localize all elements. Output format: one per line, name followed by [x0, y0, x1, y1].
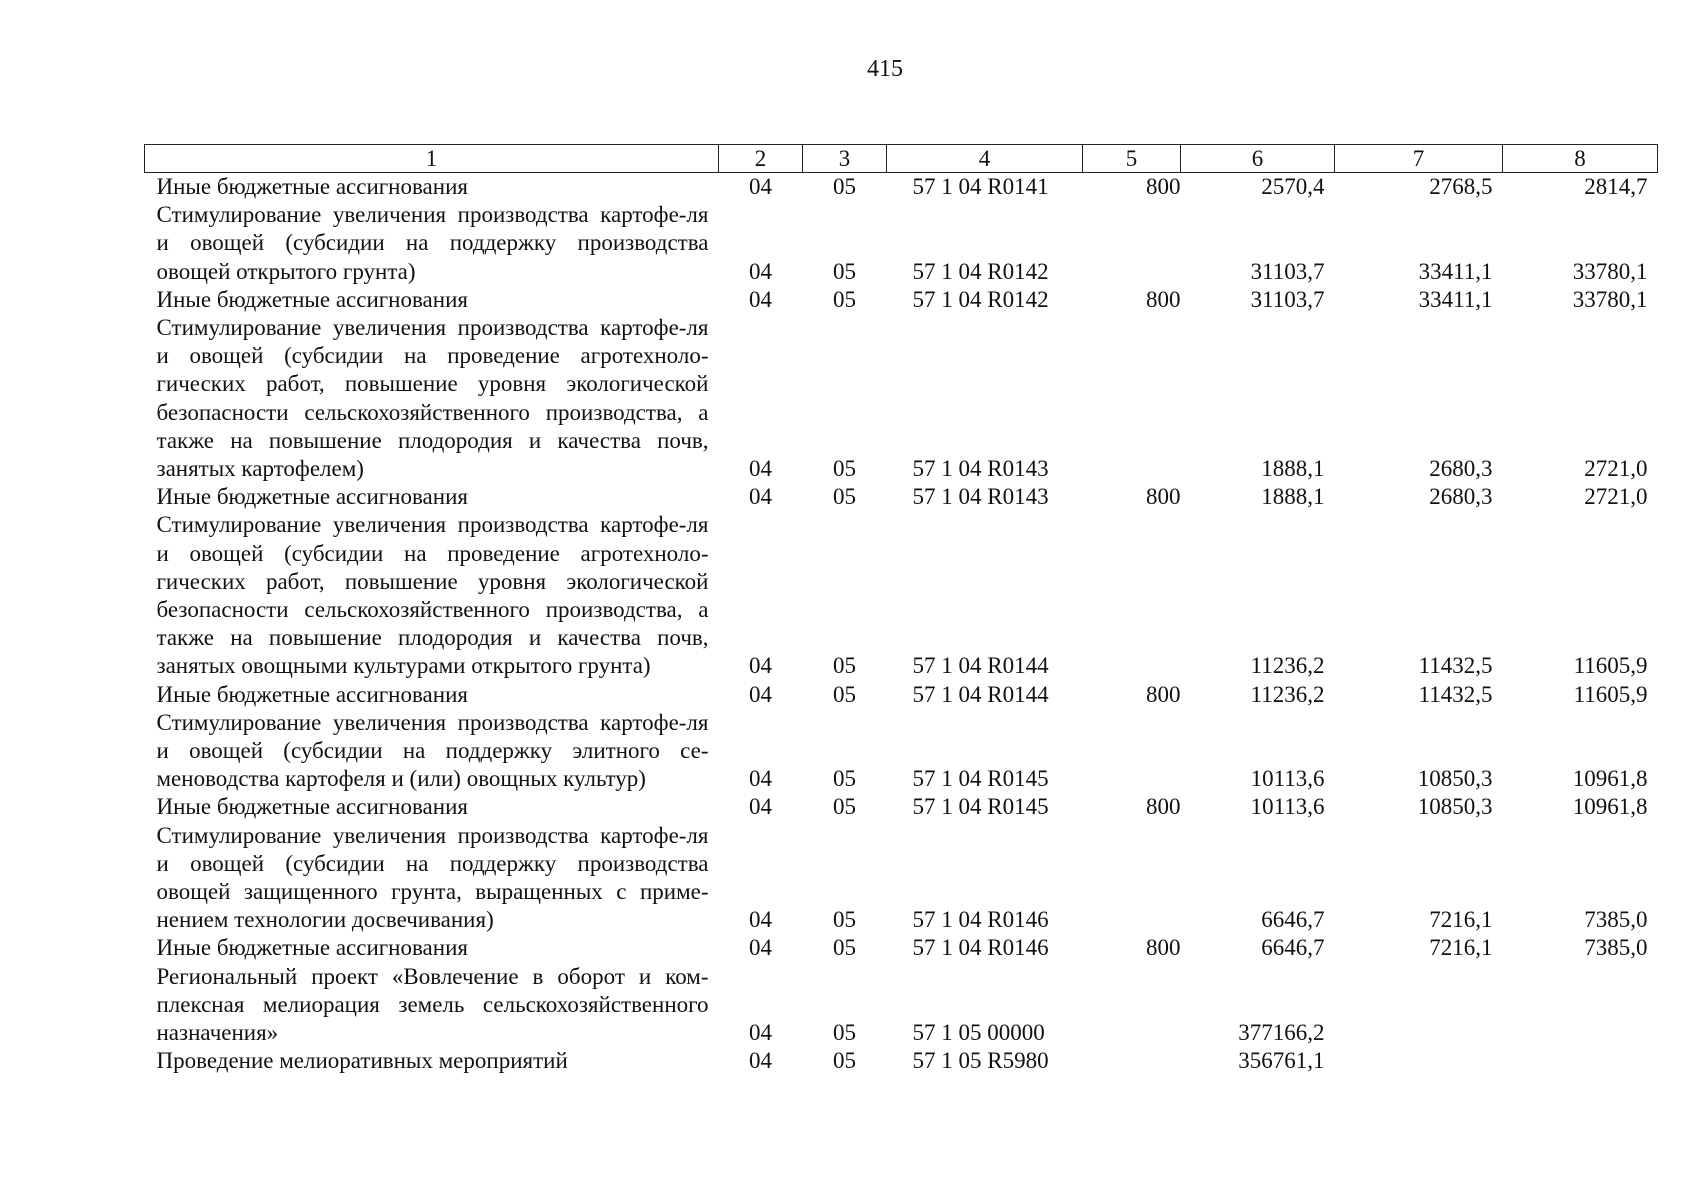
- row-amount-col-8: 10961,8: [1572, 766, 1648, 792]
- row-section: 04: [749, 653, 772, 679]
- row-amount-col-8: 7385,0: [1584, 935, 1648, 961]
- row-amount-col-8: 11605,9: [1573, 653, 1648, 679]
- row-subsection: 05: [833, 174, 856, 199]
- row-amount-col-6: 356761,1: [1238, 1048, 1325, 1074]
- row-target-code: 57 1 04 R0143: [912, 456, 1049, 482]
- row-section: 04: [749, 794, 772, 820]
- header-col-3: 3: [803, 145, 887, 173]
- row-name: Иные бюджетные ассигнования: [156, 681, 468, 707]
- header-col-5: 5: [1083, 145, 1181, 173]
- table-row: [145, 511, 1658, 680]
- row-target-code: 57 1 04 R0143: [912, 484, 1049, 510]
- row-target-code: 57 1 04 R0145: [912, 794, 1049, 820]
- row-amount-col-6: 1888,1: [1261, 484, 1325, 510]
- row-section: 04: [749, 935, 772, 961]
- row-section: 04: [749, 286, 772, 312]
- table-header: [145, 145, 1658, 173]
- table-row: [145, 681, 1658, 709]
- row-expense-type: 800: [1146, 286, 1181, 312]
- row-subsection: 05: [833, 286, 856, 312]
- row-expense-type: [1083, 709, 1181, 794]
- row-section: 04: [749, 258, 772, 284]
- header-col-7: 7: [1335, 145, 1503, 173]
- row-subsection: 05: [833, 1020, 856, 1046]
- row-name: Стимулирование увеличения производства картофе-ля и овощей (субсидии на поддержку производства овощей защищенного грунта, выращенных с приме-нением технологии досвечивания): [156, 822, 709, 933]
- row-amount-col-7: 2768,5: [1429, 174, 1493, 199]
- row-amount-col-7: 7216,1: [1429, 907, 1493, 933]
- row-subsection: 05: [833, 794, 856, 820]
- row-expense-type: 800: [1146, 174, 1181, 199]
- row-amount-col-8: 7385,0: [1584, 907, 1648, 933]
- row-name: Стимулирование увеличения производства картофе-ля и овощей (субсидии на поддержку элитного се-меноводства картофеля и (или) овощных культур): [156, 709, 709, 792]
- row-amount-col-8: [1503, 1047, 1658, 1075]
- row-section: 04: [749, 456, 772, 482]
- table-row: [145, 286, 1658, 314]
- row-amount-col-8: 33780,1: [1572, 286, 1648, 312]
- row-amount-col-8: 10961,8: [1572, 794, 1648, 820]
- row-expense-type: [1083, 963, 1181, 1048]
- row-subsection: 05: [833, 935, 856, 961]
- row-target-code: 57 1 04 R0142: [912, 286, 1049, 312]
- row-amount-col-8: 33780,1: [1572, 258, 1648, 284]
- header-col-6: 6: [1181, 145, 1335, 173]
- table-row: [145, 483, 1658, 511]
- row-section: 04: [749, 174, 772, 199]
- row-subsection: 05: [833, 456, 856, 482]
- row-amount-col-6: 31103,7: [1250, 258, 1325, 284]
- row-name: Стимулирование увеличения производства картофе-ля и овощей (субсидии на проведение агротехноло-гических работ, повышение уровня экологической безопасности сельскохозяйственного производства, а также на повышение плодородия и качества почв, занятых картофелем): [156, 315, 709, 482]
- row-subsection: 05: [833, 1048, 856, 1074]
- row-expense-type: [1083, 822, 1181, 935]
- row-section: 04: [749, 1048, 772, 1074]
- row-amount-col-7: 11432,5: [1418, 681, 1493, 707]
- row-expense-type: 800: [1146, 484, 1181, 510]
- row-target-code: 57 1 05 R5980: [912, 1048, 1049, 1074]
- row-name: Проведение мелиоративных мероприятий: [156, 1048, 568, 1074]
- row-amount-col-6: 6646,7: [1261, 935, 1325, 961]
- row-subsection: 05: [833, 681, 856, 707]
- row-target-code: 57 1 05 00000: [912, 1020, 1045, 1046]
- row-expense-type: [1083, 201, 1181, 286]
- page-number: 415: [867, 56, 903, 82]
- row-target-code: 57 1 04 R0146: [912, 935, 1049, 961]
- row-section: 04: [749, 766, 772, 792]
- header-col-8: 8: [1503, 145, 1658, 173]
- table-row: [145, 963, 1658, 1048]
- header-row: [145, 145, 1658, 173]
- row-expense-type: [1083, 1047, 1181, 1075]
- header-col-2: 2: [719, 145, 803, 173]
- row-target-code: 57 1 04 R0145: [912, 766, 1049, 792]
- row-amount-col-7: 33411,1: [1418, 258, 1493, 284]
- row-subsection: 05: [833, 766, 856, 792]
- row-expense-type: 800: [1146, 935, 1181, 961]
- row-target-code: 57 1 04 R0142: [912, 258, 1049, 284]
- row-expense-type: 800: [1146, 681, 1181, 707]
- row-amount-col-6: 1888,1: [1261, 456, 1325, 482]
- row-name: Региональный проект «Вовлечение в оборот и ком-плексная мелиорация земель сельскохозяйственного назначения»: [156, 963, 709, 1046]
- row-name: Иные бюджетные ассигнования: [156, 286, 468, 312]
- row-section: 04: [749, 1020, 772, 1046]
- row-subsection: 05: [833, 484, 856, 510]
- row-amount-col-8: 11605,9: [1573, 681, 1648, 707]
- row-amount-col-6: 10113,6: [1250, 766, 1325, 792]
- row-name: Иные бюджетные ассигнования: [156, 935, 468, 961]
- row-name: Иные бюджетные ассигнования: [156, 484, 468, 510]
- row-target-code: 57 1 04 R0146: [912, 907, 1049, 933]
- row-target-code: 57 1 04 R0141: [912, 174, 1049, 199]
- row-amount-col-6: 377166,2: [1238, 1020, 1325, 1046]
- row-expense-type: [1083, 511, 1181, 680]
- row-name: Иные бюджетные ассигнования: [156, 794, 468, 820]
- header-col-1: 1: [145, 145, 719, 173]
- table-row: [145, 201, 1658, 286]
- row-amount-col-6: 11236,2: [1250, 653, 1325, 679]
- row-section: 04: [749, 484, 772, 510]
- row-amount-col-6: 6646,7: [1261, 907, 1325, 933]
- row-name: Стимулирование увеличения производства картофе-ля и овощей (субсидии на проведение агротехноло-гических работ, повышение уровня экологической безопасности сельскохозяйственного производства, а также на повышение плодородия и качества почв, занятых овощными культурами открытого грунта): [156, 512, 709, 679]
- table-row: [145, 173, 1658, 202]
- table-body: [145, 173, 1658, 1076]
- row-target-code: 57 1 04 R0144: [912, 681, 1049, 707]
- row-target-code: 57 1 04 R0144: [912, 653, 1049, 679]
- table-row: [145, 934, 1658, 962]
- row-amount-col-7: [1335, 963, 1503, 1048]
- row-expense-type: [1083, 314, 1181, 483]
- row-amount-col-7: 10850,3: [1417, 766, 1493, 792]
- row-name: Иные бюджетные ассигнования: [156, 174, 468, 199]
- row-amount-col-6: 2570,4: [1261, 174, 1325, 199]
- table-row: [145, 1047, 1658, 1075]
- row-section: 04: [749, 907, 772, 933]
- row-amount-col-8: 2721,0: [1584, 484, 1648, 510]
- row-subsection: 05: [833, 653, 856, 679]
- row-section: 04: [749, 681, 772, 707]
- row-amount-col-7: 33411,1: [1418, 286, 1493, 312]
- table-row: [145, 709, 1658, 794]
- row-subsection: 05: [833, 907, 856, 933]
- row-amount-col-7: [1335, 1047, 1503, 1075]
- row-name: Стимулирование увеличения производства картофе-ля и овощей (субсидии на поддержку производства овощей открытого грунта): [156, 202, 709, 284]
- row-amount-col-7: 10850,3: [1417, 794, 1493, 820]
- row-amount-col-7: 2680,3: [1429, 456, 1493, 482]
- row-subsection: 05: [833, 258, 856, 284]
- row-expense-type: 800: [1146, 794, 1181, 820]
- row-amount-col-7: 11432,5: [1418, 653, 1493, 679]
- table-row: [145, 314, 1658, 483]
- row-amount-col-6: 31103,7: [1250, 286, 1325, 312]
- table-row: [145, 793, 1658, 821]
- row-amount-col-8: 2814,7: [1584, 174, 1648, 199]
- row-amount-col-6: 11236,2: [1250, 681, 1325, 707]
- table-row: [145, 822, 1658, 935]
- row-amount-col-8: 2721,0: [1584, 456, 1648, 482]
- row-amount-col-7: 2680,3: [1429, 484, 1493, 510]
- budget-table: [144, 144, 1658, 1076]
- row-amount-col-7: 7216,1: [1429, 935, 1493, 961]
- row-amount-col-6: 10113,6: [1250, 794, 1325, 820]
- header-col-4: 4: [887, 145, 1083, 173]
- row-amount-col-8: [1503, 963, 1658, 1048]
